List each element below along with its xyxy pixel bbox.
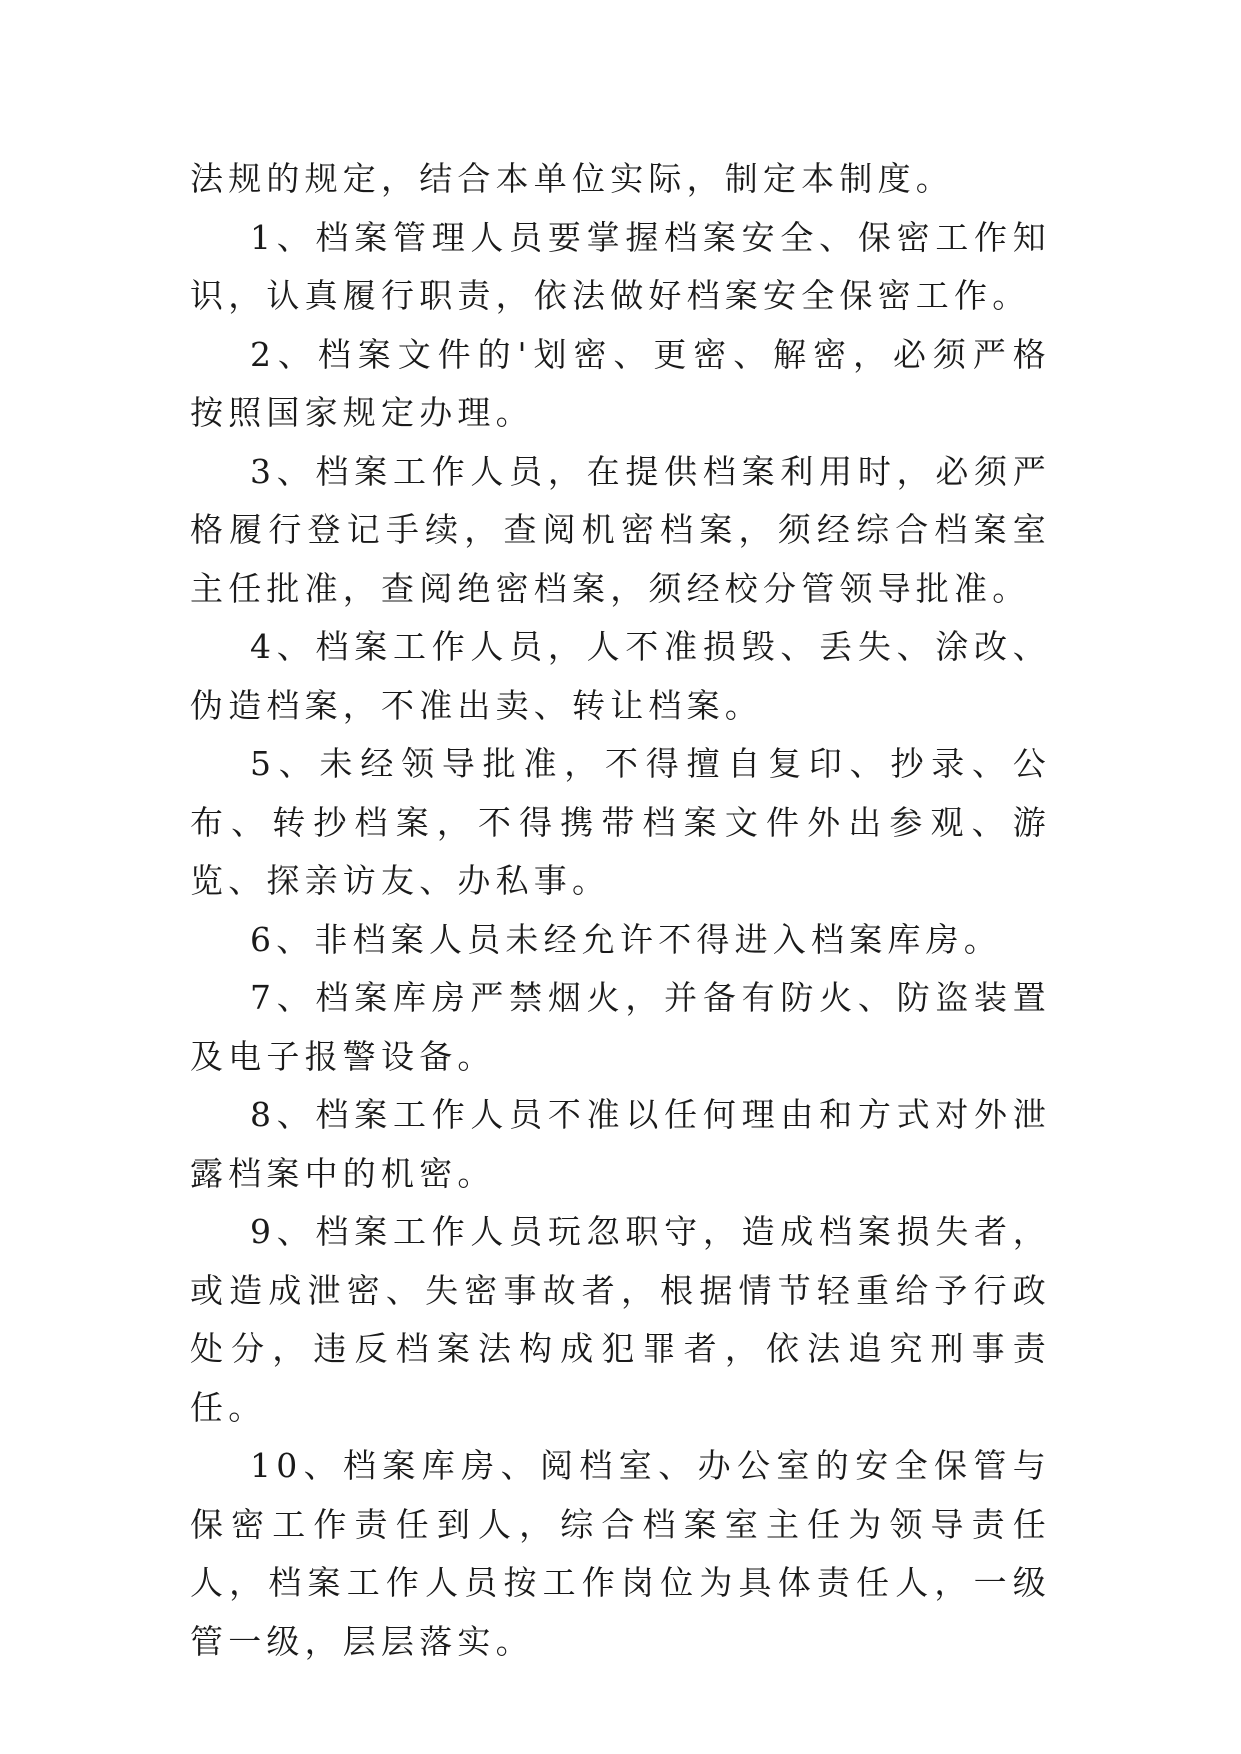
paragraph-item-7: 7、档案库房严禁烟火，并备有防火、防盗装置及电子报警设备。 xyxy=(190,978,1051,1076)
paragraph-item-1: 1、档案管理人员要掌握档案安全、保密工作知识，认真履行职责，依法做好档案安全保密工作。 xyxy=(190,217,1051,315)
paragraph-item-2: 2、档案文件的'划密、更密、解密，必须严格按照国家规定办理。 xyxy=(190,334,1051,432)
paragraph-item-9: 9、档案工作人员玩忽职守，造成档案损失者，或造成泄密、失密事故者，根据情节轻重给予行政处分，违反档案法构成犯罪者，依法追究刑事责任。 xyxy=(190,1212,1051,1427)
paragraph-item-3: 3、档案工作人员，在提供档案利用时，必须严格履行登记手续，查阅机密档案，须经综合档案室主任批准，查阅绝密档案，须经校分管领导批准。 xyxy=(190,451,1051,608)
paragraph-item-5: 5、未经领导批准，不得擅自复印、抄录、公布、转抄档案，不得携带档案文件外出参观、游览、探亲访友、办私事。 xyxy=(190,744,1051,900)
paragraph-item-8: 8、档案工作人员不准以任何理由和方式对外泄露档案中的机密。 xyxy=(190,1095,1051,1193)
paragraph-intro-continuation: 法规的规定，结合本单位实际，制定本制度。 xyxy=(190,159,954,198)
paragraph-item-4: 4、档案工作人员，人不准损毁、丢失、涂改、伪造档案，不准出卖、转让档案。 xyxy=(190,627,1051,725)
paragraph-item-10: 10、档案库房、阅档室、办公室的安全保管与保密工作责任到人，综合档案室主任为领导责任人，档案工作人员按工作岗位为具体责任人，一级管一级，层层落实。 xyxy=(190,1446,1051,1661)
paragraph-item-6: 6、非档案人员未经允许不得进入档案库房。 xyxy=(250,919,1002,959)
